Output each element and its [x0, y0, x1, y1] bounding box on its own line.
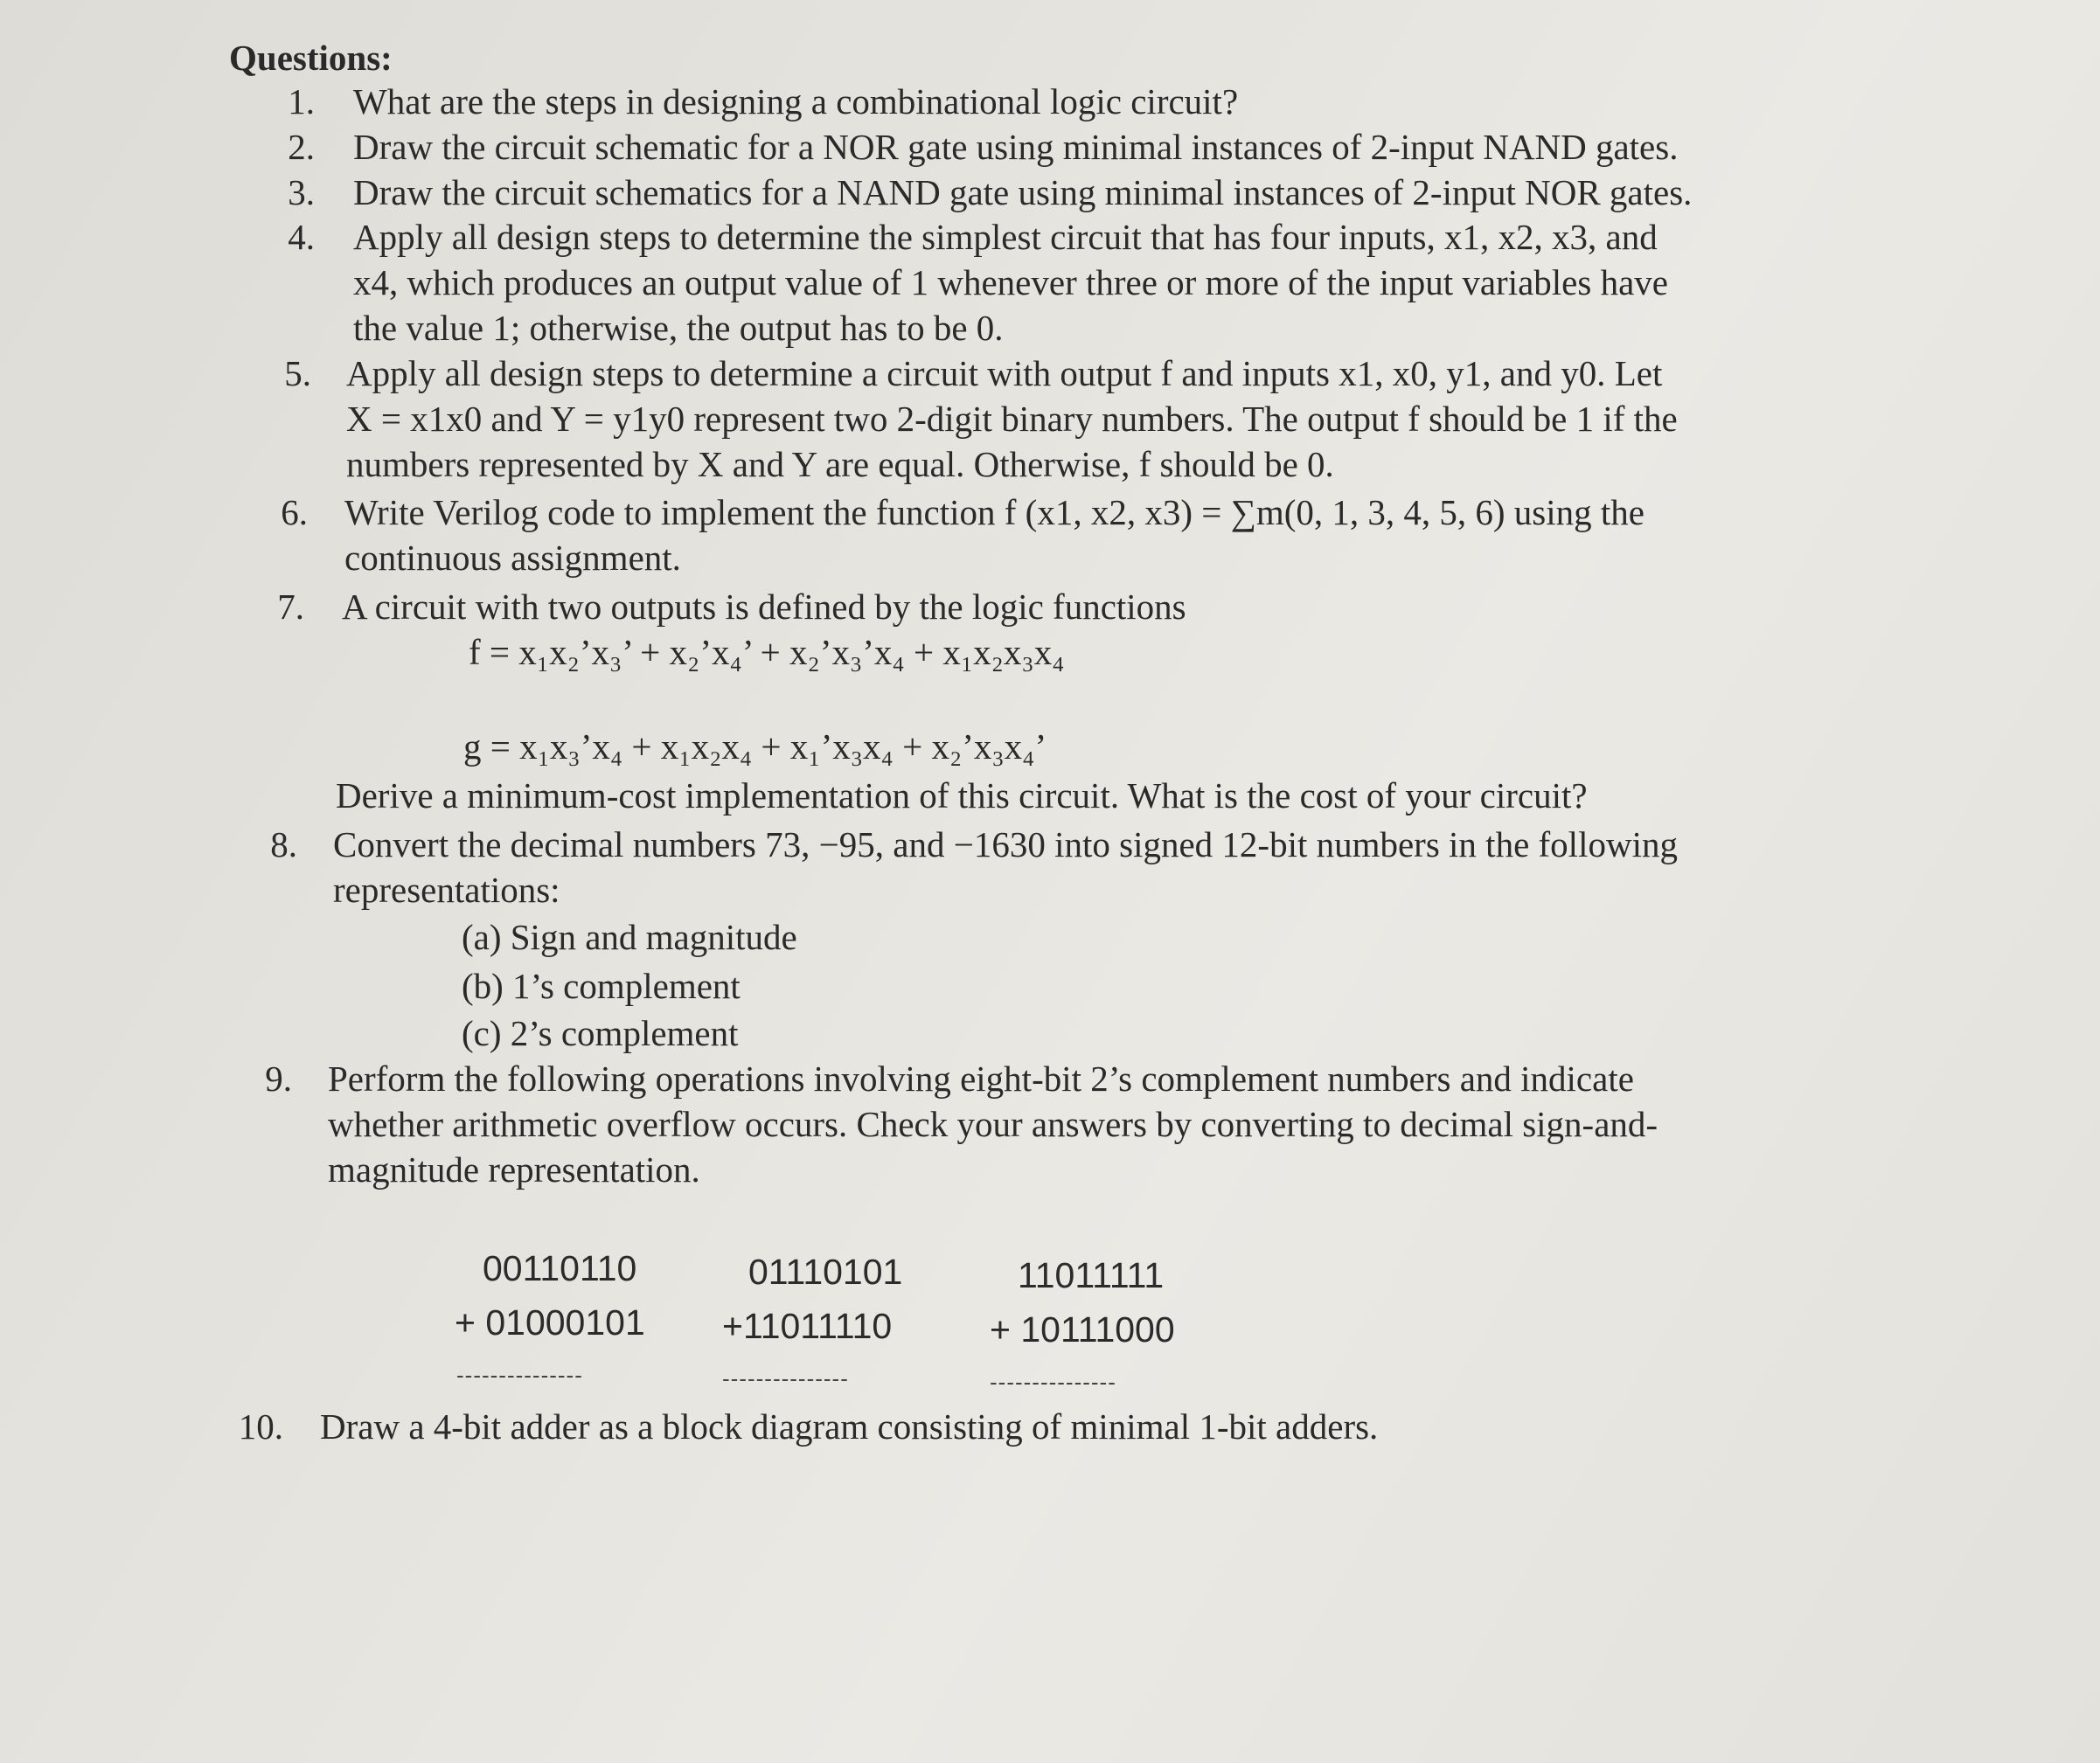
equation-f: f = x₁x₂’x₃’ + x₂’x₄’ + x₂’x₃’x₄ + x₁x₂x₃x₄ [469, 632, 1065, 672]
operation-3-top: 11011111 [1018, 1255, 1165, 1295]
question-text: Perform the following operations involving eight-bit 2’s complement numbers and indicate [328, 1058, 1634, 1099]
question-text: Draw the circuit schematics for a NAND gate using minimal instances of 2-input NOR gates. [353, 172, 1693, 212]
question-text: X = x1x0 and Y = y1y0 represent two 2-digit binary numbers. The output f should be 1 if the [346, 399, 1678, 439]
question-number: 10. [238, 1406, 283, 1447]
question-text: Write Verilog code to implement the function f (x1, x2, x3) = ∑m(0, 1, 3, 4, 5, 6) using the [344, 492, 1645, 532]
question-number: 9. [265, 1058, 292, 1099]
question-7-followup [336, 773, 1588, 818]
operation-1-top: 00110110 [483, 1248, 637, 1288]
operation-3-rule: --------------- [990, 1369, 1116, 1395]
operation-1-bottom: + 01000101 [455, 1302, 645, 1343]
question-text: A circuit with two outputs is defined by the logic functions [342, 587, 1186, 627]
question-number: 1. [288, 81, 315, 121]
operation-1-rule: --------------- [456, 1362, 583, 1388]
operation-2-top: 01110101 [748, 1252, 903, 1292]
question-number: 7. [277, 587, 304, 627]
operation-3-bottom: + 10111000 [990, 1309, 1175, 1350]
option-a: (a) Sign and magnitude [462, 917, 797, 957]
questions-heading: Questions: [229, 38, 393, 78]
option-b: (b) 1’s complement [462, 966, 741, 1006]
question-text: Derive a minimum-cost implementation of this circuit. What is the cost of your circuit? [336, 775, 1588, 816]
option-c: (c) 2’s complement [462, 1013, 739, 1053]
question-8-options [462, 914, 797, 1056]
question-text: Apply all design steps to determine a circuit with output f and inputs x1, x0, y1, and y0. Let [346, 353, 1663, 393]
question-text: numbers represented by X and Y are equal. Otherwise, f should be 0. [346, 444, 1334, 484]
equation-g: g = x₁x₃’x₄ + x₁x₂x₄ + x₁’x₃x₄ + x₂’x₃x₄’ [463, 726, 1047, 767]
question-number: 5. [284, 353, 311, 393]
question-text: Apply all design steps to determine the simplest circuit that has four inputs, x1, x2, x3, and [353, 217, 1658, 257]
question-text: continuous assignment. [344, 538, 681, 578]
question-text: representations: [333, 870, 560, 910]
question-text: What are the steps in designing a combinational logic circuit? [353, 81, 1239, 121]
question-text: Draw the circuit schematic for a NOR gate using minimal instances of 2-input NAND gates. [353, 127, 1679, 167]
question-number: 3. [288, 172, 315, 212]
operation-2-rule: --------------- [722, 1365, 849, 1392]
question-number: 6. [281, 492, 308, 532]
question-text: Convert the decimal numbers 73, −95, and −1630 into signed 12-bit numbers in the following [333, 824, 1678, 864]
question-text: the value 1; otherwise, the output has to be 0. [353, 308, 1004, 348]
question-number: 8. [270, 824, 297, 864]
operation-2-bottom: +11011110 [722, 1306, 893, 1346]
question-text: magnitude representation. [328, 1149, 700, 1190]
question-number: 2. [288, 127, 315, 167]
question-text: whether arithmetic overflow occurs. Check your answers by converting to decimal sign-and- [328, 1104, 1658, 1144]
question-text: Draw a 4-bit adder as a block diagram consisting of minimal 1-bit adders. [320, 1406, 1379, 1447]
question-number: 4. [288, 217, 315, 257]
question-text: x4, which produces an output value of 1 whenever three or more of the input variables have [353, 262, 1668, 302]
